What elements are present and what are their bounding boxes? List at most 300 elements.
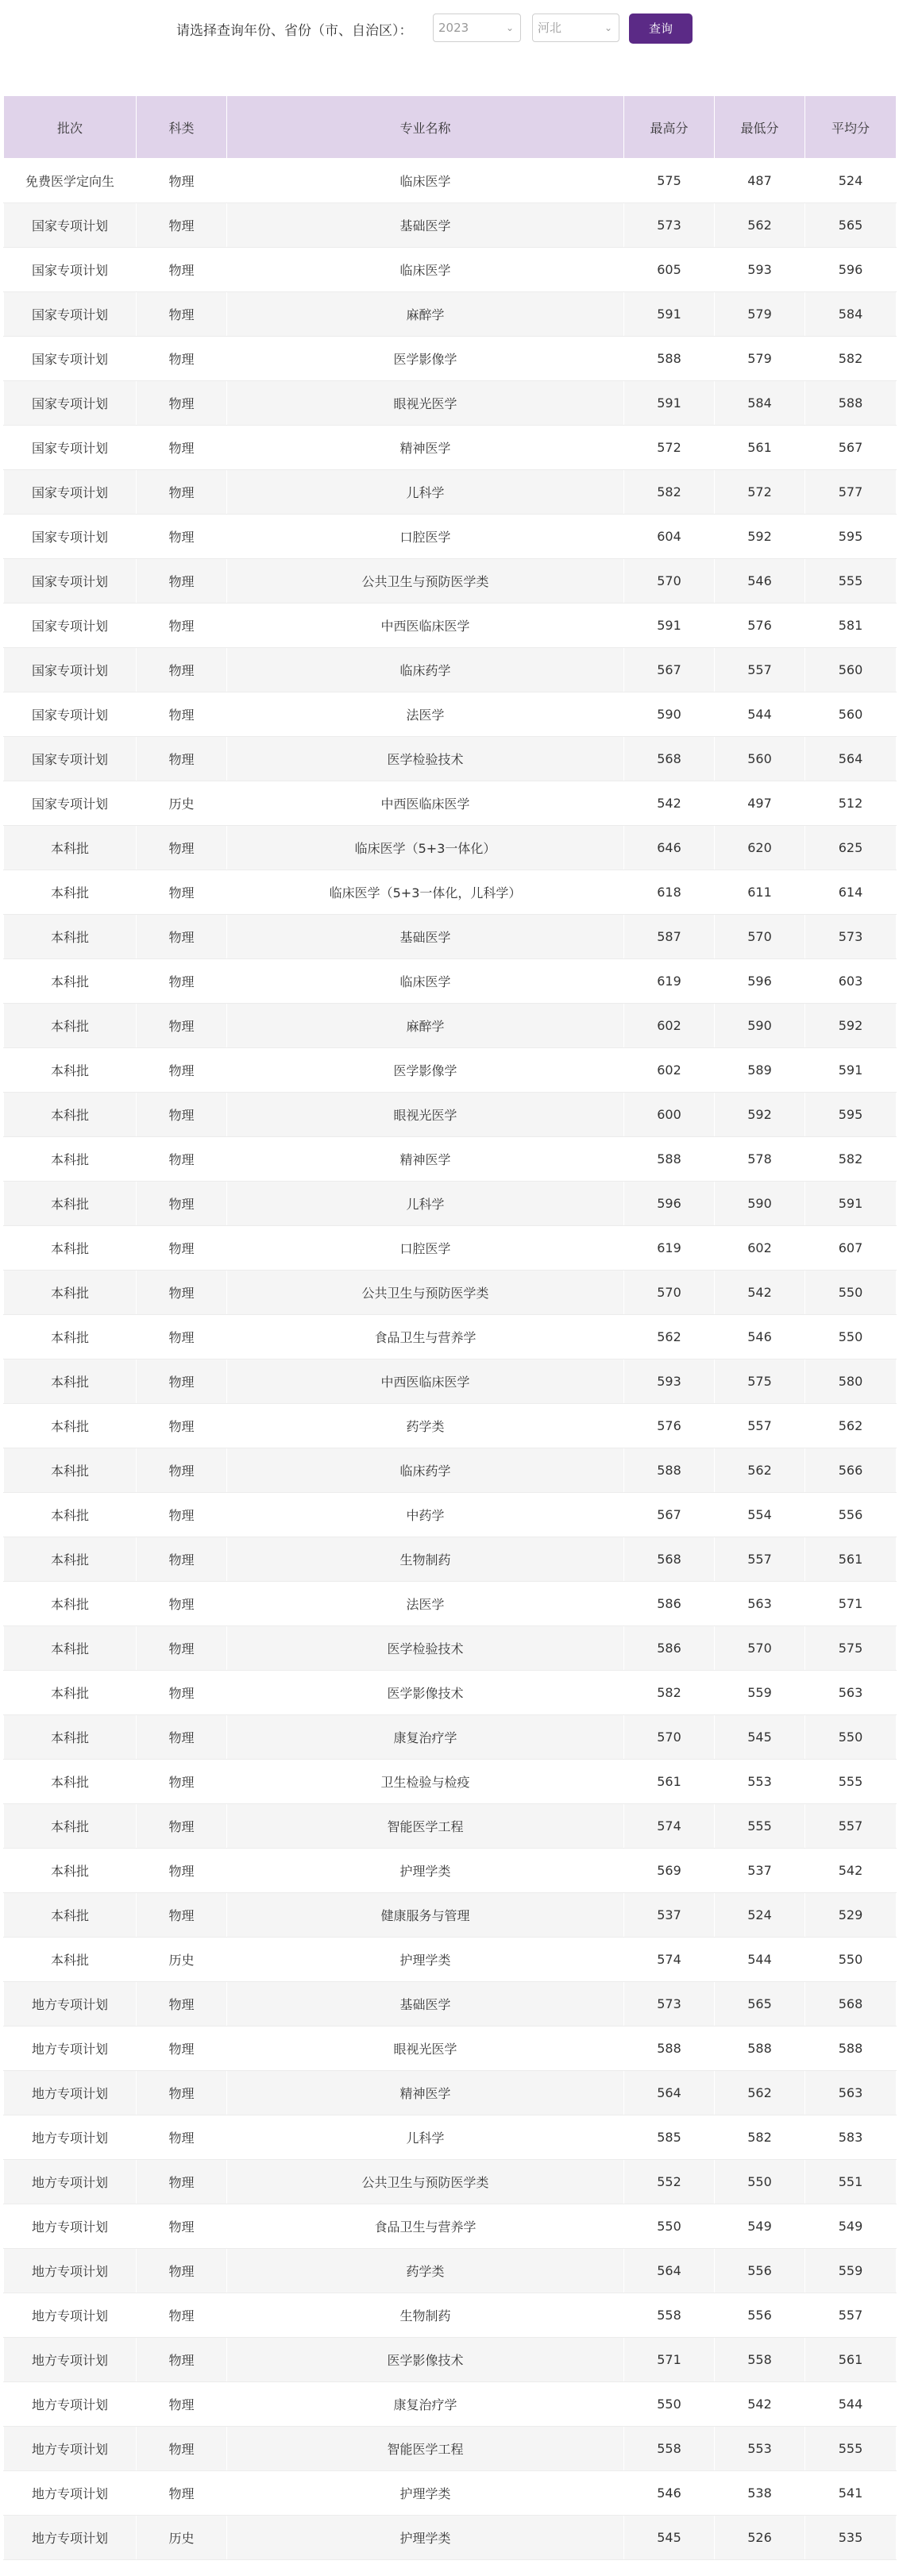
major-cell: 儿科学 [227, 2115, 624, 2160]
max-score-cell: 591 [624, 381, 715, 426]
major-cell: 临床药学 [227, 648, 624, 692]
max-score-cell: 558 [624, 2427, 715, 2471]
batch-cell: 本科批 [4, 1004, 137, 1048]
subject-cell: 物理 [137, 2427, 227, 2471]
subject-cell: 物理 [137, 1671, 227, 1715]
avg-score-cell: 551 [805, 2160, 897, 2204]
max-score-cell: 546 [624, 2471, 715, 2516]
table-row [4, 2160, 897, 2204]
major-cell: 基础医学 [227, 1982, 624, 2026]
major-cell: 护理学类 [227, 2516, 624, 2560]
table-row [4, 781, 897, 826]
max-score-cell: 588 [624, 1137, 715, 1182]
batch-cell: 本科批 [4, 1404, 137, 1448]
avg-score-cell: 588 [805, 381, 897, 426]
table-row [4, 2115, 897, 2160]
max-score-cell: 590 [624, 692, 715, 737]
max-score-cell: 573 [624, 203, 715, 248]
major-cell: 医学影像技术 [227, 1671, 624, 1715]
max-score-cell: 619 [624, 959, 715, 1004]
table-row [4, 1004, 897, 1048]
max-score-cell: 582 [624, 1671, 715, 1715]
subject-cell: 物理 [137, 1226, 227, 1271]
min-score-cell: 555 [715, 1804, 805, 1849]
avg-score-cell: 544 [805, 2382, 897, 2427]
major-cell: 临床医学 [227, 248, 624, 292]
batch-cell: 国家专项计划 [4, 470, 137, 515]
major-cell: 口腔医学 [227, 1226, 624, 1271]
min-score-cell: 545 [715, 1715, 805, 1760]
max-score-cell: 562 [624, 1315, 715, 1359]
max-score-cell: 646 [624, 826, 715, 870]
province-select-value: 河北 [538, 21, 562, 35]
batch-cell: 地方专项计划 [4, 2471, 137, 2516]
avg-score-cell: 582 [805, 337, 897, 381]
subject-cell: 物理 [137, 1493, 227, 1537]
max-score-cell: 588 [624, 337, 715, 381]
min-score-cell: 556 [715, 2293, 805, 2338]
avg-score-cell: 557 [805, 1804, 897, 1849]
score-table [3, 95, 897, 2560]
max-score-cell: 545 [624, 2516, 715, 2560]
max-score-cell: 571 [624, 2338, 715, 2382]
batch-cell: 地方专项计划 [4, 2115, 137, 2160]
max-score-cell: 567 [624, 648, 715, 692]
major-cell: 中西医临床医学 [227, 1359, 624, 1404]
max-score-cell: 572 [624, 426, 715, 470]
batch-cell: 地方专项计划 [4, 2026, 137, 2071]
min-score-cell: 557 [715, 648, 805, 692]
max-score-cell: 573 [624, 1982, 715, 2026]
avg-score-cell: 564 [805, 737, 897, 781]
table-row [4, 2071, 897, 2115]
chevron-down-icon: ⌄ [604, 22, 612, 33]
major-cell: 麻醉学 [227, 292, 624, 337]
max-score-cell: 552 [624, 2160, 715, 2204]
filter-bar [0, 0, 899, 95]
avg-score-cell: 556 [805, 1493, 897, 1537]
avg-score-cell: 529 [805, 1893, 897, 1938]
batch-cell: 地方专项计划 [4, 2071, 137, 2115]
batch-cell: 国家专项计划 [4, 648, 137, 692]
min-score-cell: 596 [715, 959, 805, 1004]
batch-cell: 本科批 [4, 1315, 137, 1359]
min-score-cell: 589 [715, 1048, 805, 1093]
header-batch: 批次 [4, 96, 137, 159]
table-row [4, 2204, 897, 2249]
min-score-cell: 562 [715, 203, 805, 248]
avg-score-cell: 555 [805, 559, 897, 604]
major-cell: 临床医学（5+3一体化） [227, 826, 624, 870]
min-score-cell: 538 [715, 2471, 805, 2516]
avg-score-cell: 625 [805, 826, 897, 870]
max-score-cell: 570 [624, 1715, 715, 1760]
chevron-down-icon: ⌄ [505, 22, 514, 33]
major-cell: 生物制药 [227, 1537, 624, 1582]
avg-score-cell: 607 [805, 1226, 897, 1271]
batch-cell: 本科批 [4, 1537, 137, 1582]
subject-cell: 物理 [137, 292, 227, 337]
avg-score-cell: 535 [805, 2516, 897, 2560]
table-row [4, 2382, 897, 2427]
batch-cell: 国家专项计划 [4, 515, 137, 559]
avg-score-cell: 583 [805, 2115, 897, 2160]
subject-cell: 历史 [137, 2516, 227, 2560]
table-row [4, 1048, 897, 1093]
avg-score-cell: 524 [805, 159, 897, 203]
min-score-cell: 576 [715, 604, 805, 648]
table-row [4, 1849, 897, 1893]
table-row [4, 203, 897, 248]
subject-cell: 物理 [137, 1626, 227, 1671]
major-cell: 医学检验技术 [227, 1626, 624, 1671]
batch-cell: 本科批 [4, 1048, 137, 1093]
subject-cell: 物理 [137, 1849, 227, 1893]
avg-score-cell: 559 [805, 2249, 897, 2293]
batch-cell: 地方专项计划 [4, 2516, 137, 2560]
subject-cell: 物理 [137, 2026, 227, 2071]
major-cell: 公共卫生与预防医学类 [227, 1271, 624, 1315]
max-score-cell: 587 [624, 915, 715, 959]
max-score-cell: 550 [624, 2204, 715, 2249]
max-score-cell: 574 [624, 1804, 715, 1849]
header-min-score: 最低分 [715, 96, 805, 159]
avg-score-cell: 550 [805, 1271, 897, 1315]
subject-cell: 物理 [137, 470, 227, 515]
header-avg-score: 平均分 [805, 96, 897, 159]
table-row [4, 248, 897, 292]
avg-score-cell: 549 [805, 2204, 897, 2249]
major-cell: 护理学类 [227, 2471, 624, 2516]
subject-cell: 物理 [137, 1182, 227, 1226]
min-score-cell: 602 [715, 1226, 805, 1271]
max-score-cell: 570 [624, 1271, 715, 1315]
table-body [4, 159, 897, 2560]
batch-cell: 地方专项计划 [4, 2427, 137, 2471]
major-cell: 康复治疗学 [227, 1715, 624, 1760]
max-score-cell: 564 [624, 2071, 715, 2115]
subject-cell: 物理 [137, 2293, 227, 2338]
batch-cell: 国家专项计划 [4, 203, 137, 248]
subject-cell: 物理 [137, 692, 227, 737]
min-score-cell: 584 [715, 381, 805, 426]
subject-cell: 历史 [137, 1938, 227, 1982]
min-score-cell: 557 [715, 1404, 805, 1448]
table-row [4, 292, 897, 337]
avg-score-cell: 582 [805, 1137, 897, 1182]
subject-cell: 物理 [137, 1271, 227, 1315]
table-row [4, 915, 897, 959]
avg-score-cell: 557 [805, 2293, 897, 2338]
major-cell: 中西医临床医学 [227, 604, 624, 648]
province-select[interactable] [532, 13, 619, 42]
min-score-cell: 524 [715, 1893, 805, 1938]
min-score-cell: 542 [715, 2382, 805, 2427]
min-score-cell: 572 [715, 470, 805, 515]
major-cell: 食品卫生与营养学 [227, 2204, 624, 2249]
avg-score-cell: 580 [805, 1359, 897, 1404]
table-row [4, 426, 897, 470]
table-row [4, 1982, 897, 2026]
batch-cell: 本科批 [4, 870, 137, 915]
min-score-cell: 553 [715, 1760, 805, 1804]
min-score-cell: 593 [715, 248, 805, 292]
min-score-cell: 553 [715, 2427, 805, 2471]
major-cell: 法医学 [227, 692, 624, 737]
batch-cell: 国家专项计划 [4, 248, 137, 292]
batch-cell: 地方专项计划 [4, 1982, 137, 2026]
major-cell: 基础医学 [227, 203, 624, 248]
batch-cell: 免费医学定向生 [4, 159, 137, 203]
table-row [4, 1893, 897, 1938]
subject-cell: 物理 [137, 648, 227, 692]
major-cell: 临床医学 [227, 159, 624, 203]
header-subject: 科类 [137, 96, 227, 159]
avg-score-cell: 550 [805, 1938, 897, 1982]
max-score-cell: 542 [624, 781, 715, 826]
batch-cell: 国家专项计划 [4, 737, 137, 781]
subject-cell: 物理 [137, 1582, 227, 1626]
min-score-cell: 588 [715, 2026, 805, 2071]
max-score-cell: 558 [624, 2293, 715, 2338]
major-cell: 医学影像技术 [227, 2338, 624, 2382]
batch-cell: 本科批 [4, 1671, 137, 1715]
min-score-cell: 575 [715, 1359, 805, 1404]
avg-score-cell: 581 [805, 604, 897, 648]
subject-cell: 物理 [137, 337, 227, 381]
major-cell: 医学影像学 [227, 1048, 624, 1093]
table-row [4, 1537, 897, 1582]
table-row [4, 1226, 897, 1271]
major-cell: 智能医学工程 [227, 2427, 624, 2471]
batch-cell: 本科批 [4, 1226, 137, 1271]
max-score-cell: 588 [624, 2026, 715, 2071]
subject-cell: 物理 [137, 1048, 227, 1093]
max-score-cell: 585 [624, 2115, 715, 2160]
max-score-cell: 574 [624, 1938, 715, 1982]
avg-score-cell: 596 [805, 248, 897, 292]
max-score-cell: 586 [624, 1626, 715, 1671]
max-score-cell: 561 [624, 1760, 715, 1804]
min-score-cell: 592 [715, 1093, 805, 1137]
avg-score-cell: 560 [805, 692, 897, 737]
subject-cell: 物理 [137, 381, 227, 426]
min-score-cell: 544 [715, 692, 805, 737]
min-score-cell: 563 [715, 1582, 805, 1626]
major-cell: 儿科学 [227, 470, 624, 515]
batch-cell: 国家专项计划 [4, 604, 137, 648]
table-row [4, 1093, 897, 1137]
major-cell: 药学类 [227, 2249, 624, 2293]
subject-cell: 物理 [137, 2160, 227, 2204]
major-cell: 儿科学 [227, 1182, 624, 1226]
major-cell: 智能医学工程 [227, 1804, 624, 1849]
avg-score-cell: 573 [805, 915, 897, 959]
table-row [4, 2471, 897, 2516]
subject-cell: 物理 [137, 559, 227, 604]
header-major: 专业名称 [227, 96, 624, 159]
batch-cell: 本科批 [4, 1849, 137, 1893]
table-row [4, 1271, 897, 1315]
batch-cell: 本科批 [4, 1760, 137, 1804]
min-score-cell: 550 [715, 2160, 805, 2204]
subject-cell: 物理 [137, 1893, 227, 1938]
subject-cell: 物理 [137, 1804, 227, 1849]
subject-cell: 物理 [137, 2249, 227, 2293]
subject-cell: 物理 [137, 159, 227, 203]
batch-cell: 本科批 [4, 1582, 137, 1626]
major-cell: 眼视光医学 [227, 1093, 624, 1137]
min-score-cell: 570 [715, 1626, 805, 1671]
batch-cell: 本科批 [4, 915, 137, 959]
max-score-cell: 596 [624, 1182, 715, 1226]
table-row [4, 337, 897, 381]
min-score-cell: 558 [715, 2338, 805, 2382]
major-cell: 法医学 [227, 1582, 624, 1626]
subject-cell: 物理 [137, 604, 227, 648]
min-score-cell: 546 [715, 1315, 805, 1359]
min-score-cell: 562 [715, 2071, 805, 2115]
batch-cell: 地方专项计划 [4, 2338, 137, 2382]
table-row [4, 604, 897, 648]
table-row [4, 1671, 897, 1715]
min-score-cell: 578 [715, 1137, 805, 1182]
min-score-cell: 497 [715, 781, 805, 826]
table-header-row [4, 96, 897, 159]
year-select-value: 2023 [438, 21, 469, 35]
avg-score-cell: 560 [805, 648, 897, 692]
table-row [4, 1315, 897, 1359]
table-row [4, 2293, 897, 2338]
table-row [4, 1715, 897, 1760]
min-score-cell: 544 [715, 1938, 805, 1982]
major-cell: 食品卫生与营养学 [227, 1315, 624, 1359]
avg-score-cell: 591 [805, 1182, 897, 1226]
table-row [4, 1448, 897, 1493]
min-score-cell: 560 [715, 737, 805, 781]
major-cell: 精神医学 [227, 2071, 624, 2115]
batch-cell: 本科批 [4, 1893, 137, 1938]
subject-cell: 物理 [137, 1760, 227, 1804]
min-score-cell: 590 [715, 1182, 805, 1226]
table-row [4, 559, 897, 604]
major-cell: 生物制药 [227, 2293, 624, 2338]
min-score-cell: 542 [715, 1271, 805, 1315]
max-score-cell: 618 [624, 870, 715, 915]
avg-score-cell: 588 [805, 2026, 897, 2071]
min-score-cell: 526 [715, 2516, 805, 2560]
major-cell: 精神医学 [227, 1137, 624, 1182]
max-score-cell: 602 [624, 1004, 715, 1048]
subject-cell: 物理 [137, 915, 227, 959]
min-score-cell: 590 [715, 1004, 805, 1048]
table-row [4, 1404, 897, 1448]
subject-cell: 物理 [137, 248, 227, 292]
max-score-cell: 591 [624, 604, 715, 648]
batch-cell: 本科批 [4, 1182, 137, 1226]
max-score-cell: 588 [624, 1448, 715, 1493]
min-score-cell: 561 [715, 426, 805, 470]
batch-cell: 本科批 [4, 1715, 137, 1760]
year-select[interactable] [433, 13, 521, 42]
min-score-cell: 562 [715, 1448, 805, 1493]
avg-score-cell: 603 [805, 959, 897, 1004]
batch-cell: 地方专项计划 [4, 2382, 137, 2427]
subject-cell: 物理 [137, 2204, 227, 2249]
avg-score-cell: 550 [805, 1315, 897, 1359]
avg-score-cell: 614 [805, 870, 897, 915]
batch-cell: 地方专项计划 [4, 2249, 137, 2293]
table-row [4, 1626, 897, 1671]
table-row [4, 470, 897, 515]
table-row [4, 2249, 897, 2293]
major-cell: 公共卫生与预防医学类 [227, 2160, 624, 2204]
avg-score-cell: 592 [805, 1004, 897, 1048]
subject-cell: 物理 [137, 1715, 227, 1760]
batch-cell: 国家专项计划 [4, 559, 137, 604]
major-cell: 眼视光医学 [227, 2026, 624, 2071]
min-score-cell: 557 [715, 1537, 805, 1582]
major-cell: 药学类 [227, 1404, 624, 1448]
batch-cell: 本科批 [4, 959, 137, 1004]
max-score-cell: 605 [624, 248, 715, 292]
batch-cell: 本科批 [4, 1137, 137, 1182]
avg-score-cell: 512 [805, 781, 897, 826]
batch-cell: 本科批 [4, 1448, 137, 1493]
max-score-cell: 600 [624, 1093, 715, 1137]
batch-cell: 本科批 [4, 1626, 137, 1671]
max-score-cell: 569 [624, 1849, 715, 1893]
table-row [4, 515, 897, 559]
avg-score-cell: 555 [805, 2427, 897, 2471]
avg-score-cell: 568 [805, 1982, 897, 2026]
major-cell: 康复治疗学 [227, 2382, 624, 2427]
max-score-cell: 550 [624, 2382, 715, 2427]
batch-cell: 地方专项计划 [4, 2160, 137, 2204]
min-score-cell: 554 [715, 1493, 805, 1537]
major-cell: 口腔医学 [227, 515, 624, 559]
max-score-cell: 591 [624, 292, 715, 337]
avg-score-cell: 565 [805, 203, 897, 248]
subject-cell: 物理 [137, 1137, 227, 1182]
avg-score-cell: 595 [805, 1093, 897, 1137]
table-row [4, 1938, 897, 1982]
subject-cell: 物理 [137, 203, 227, 248]
max-score-cell: 604 [624, 515, 715, 559]
filter-label: 请选择查询年份、省份（市、自治区）： [176, 23, 413, 39]
batch-cell: 本科批 [4, 1493, 137, 1537]
subject-cell: 物理 [137, 2382, 227, 2427]
min-score-cell: 620 [715, 826, 805, 870]
avg-score-cell: 567 [805, 426, 897, 470]
subject-cell: 物理 [137, 2115, 227, 2160]
min-score-cell: 559 [715, 1671, 805, 1715]
min-score-cell: 537 [715, 1849, 805, 1893]
query-button[interactable]: 查询 [629, 13, 693, 44]
min-score-cell: 592 [715, 515, 805, 559]
max-score-cell: 586 [624, 1582, 715, 1626]
max-score-cell: 570 [624, 559, 715, 604]
table-row [4, 692, 897, 737]
table-row [4, 1760, 897, 1804]
subject-cell: 物理 [137, 426, 227, 470]
table-row [4, 1804, 897, 1849]
batch-cell: 本科批 [4, 1938, 137, 1982]
major-cell: 中西医临床医学 [227, 781, 624, 826]
subject-cell: 物理 [137, 2471, 227, 2516]
batch-cell: 本科批 [4, 1093, 137, 1137]
table-row [4, 2026, 897, 2071]
